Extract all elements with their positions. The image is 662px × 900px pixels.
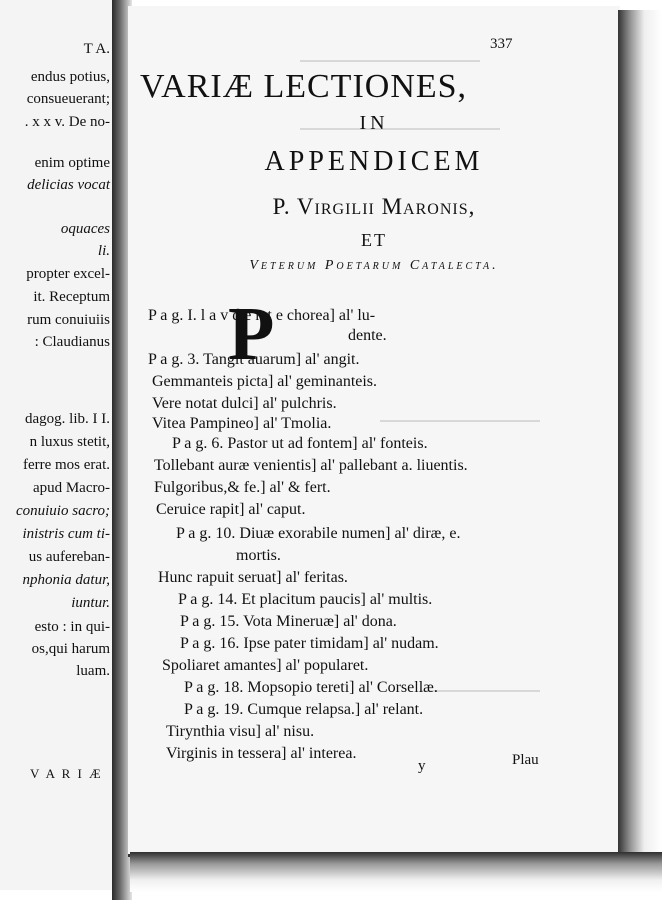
catchword: Plau xyxy=(512,752,539,768)
left-line: inistris cum ti- xyxy=(22,526,110,542)
entry: P a g. 6. Pastor ut ad fontem] al' fonteis. xyxy=(172,435,428,452)
heading-veterum: Veterum Poetarum Catalecta. xyxy=(249,258,499,273)
left-line: us aufereban- xyxy=(28,549,110,565)
left-line: propter excel- xyxy=(26,266,110,282)
entry: Tirynthia visu] al' nisu. xyxy=(166,723,315,740)
left-line: T A. xyxy=(83,41,110,57)
left-catchword: V A R I Æ xyxy=(30,766,103,781)
entry: Vitea Pampineo] al' Tmolia. xyxy=(152,415,332,432)
entry: Tollebant auræ venientis] al' pallebant a. liuentis. xyxy=(154,457,468,474)
show-through xyxy=(380,420,540,422)
left-line: . x x v. De no- xyxy=(24,114,110,130)
left-line: dagog. lib. I I. xyxy=(25,411,110,427)
entry: Hunc rapuit seruat] al' feritas. xyxy=(158,569,348,586)
entry: P a g. 15. Vota Mineruæ] al' dona. xyxy=(180,613,397,630)
entry: P a g. 16. Ipse pater timidam] al' nudam. xyxy=(180,635,439,652)
left-line: delicias vocat xyxy=(27,177,110,193)
left-line: luam. xyxy=(76,663,110,679)
entry: Virginis in tessera] al' interea. xyxy=(166,745,357,762)
heading-appendicem: APPENDICEM xyxy=(264,146,484,177)
left-page xyxy=(0,0,120,890)
entry: Fulgoribus,& fe.] al' & fert. xyxy=(154,479,331,496)
entry: P a g. 3. Tangit auarum] al' angit. xyxy=(148,351,360,368)
signature-mark: y xyxy=(418,758,426,774)
page-bottom-edge xyxy=(130,852,662,892)
left-line: enim optime xyxy=(34,155,110,171)
entry: P a g. 10. Diuæ exorabile numen] al' diræ, e. xyxy=(176,525,461,542)
heading-et: ET xyxy=(361,230,387,250)
left-line: conuiuio sacro; xyxy=(15,503,110,519)
heading-in: IN xyxy=(359,112,389,134)
left-line: apud Macro- xyxy=(32,480,110,496)
show-through xyxy=(420,690,540,692)
entry: dente. xyxy=(348,327,387,344)
entry: P a g. 18. Mopsopio tereti] al' Corsellæ. xyxy=(184,679,438,696)
left-line: iuntur. xyxy=(71,595,110,611)
left-line: : Claudianus xyxy=(34,334,110,350)
left-line: oquaces xyxy=(60,221,110,237)
left-line: rum conuiuiis xyxy=(27,312,110,328)
entry: mortis. xyxy=(236,547,281,564)
left-line: it. Receptum xyxy=(33,289,110,305)
entry: Spoliaret amantes] al' popularet. xyxy=(162,657,369,674)
left-line: ferre mos erat. xyxy=(22,457,110,473)
heading-virgilii: P. Virgilii Maronis, xyxy=(272,194,476,219)
entry: P a g. I. l a v d e n t e chorea] al' lu- xyxy=(148,307,376,324)
entry: Vere notat dulci] al' pulchris. xyxy=(152,395,337,412)
entry: Ceruice rapit] al' caput. xyxy=(156,501,306,518)
left-line: endus potius, xyxy=(30,69,110,85)
page-edge xyxy=(618,10,662,890)
drop-cap: P xyxy=(228,292,275,376)
left-line: esto : in qui- xyxy=(34,619,110,635)
left-line: n luxus stetit, xyxy=(29,434,110,450)
page-title: VARIÆ LECTIONES, xyxy=(140,68,468,105)
entry: P a g. 19. Cumque relapsa.] al' relant. xyxy=(184,701,424,718)
show-through xyxy=(300,60,480,62)
left-line: os,qui harum xyxy=(31,641,110,657)
left-line: nphonia datur, xyxy=(22,572,110,588)
left-line: consueuerant; xyxy=(26,91,110,107)
page-number: 337 xyxy=(490,36,513,52)
entry: Gemmanteis picta] al' geminanteis. xyxy=(152,373,378,390)
left-line: li. xyxy=(97,243,110,259)
entry: P a g. 14. Et placitum paucis] al' multis. xyxy=(178,591,433,608)
